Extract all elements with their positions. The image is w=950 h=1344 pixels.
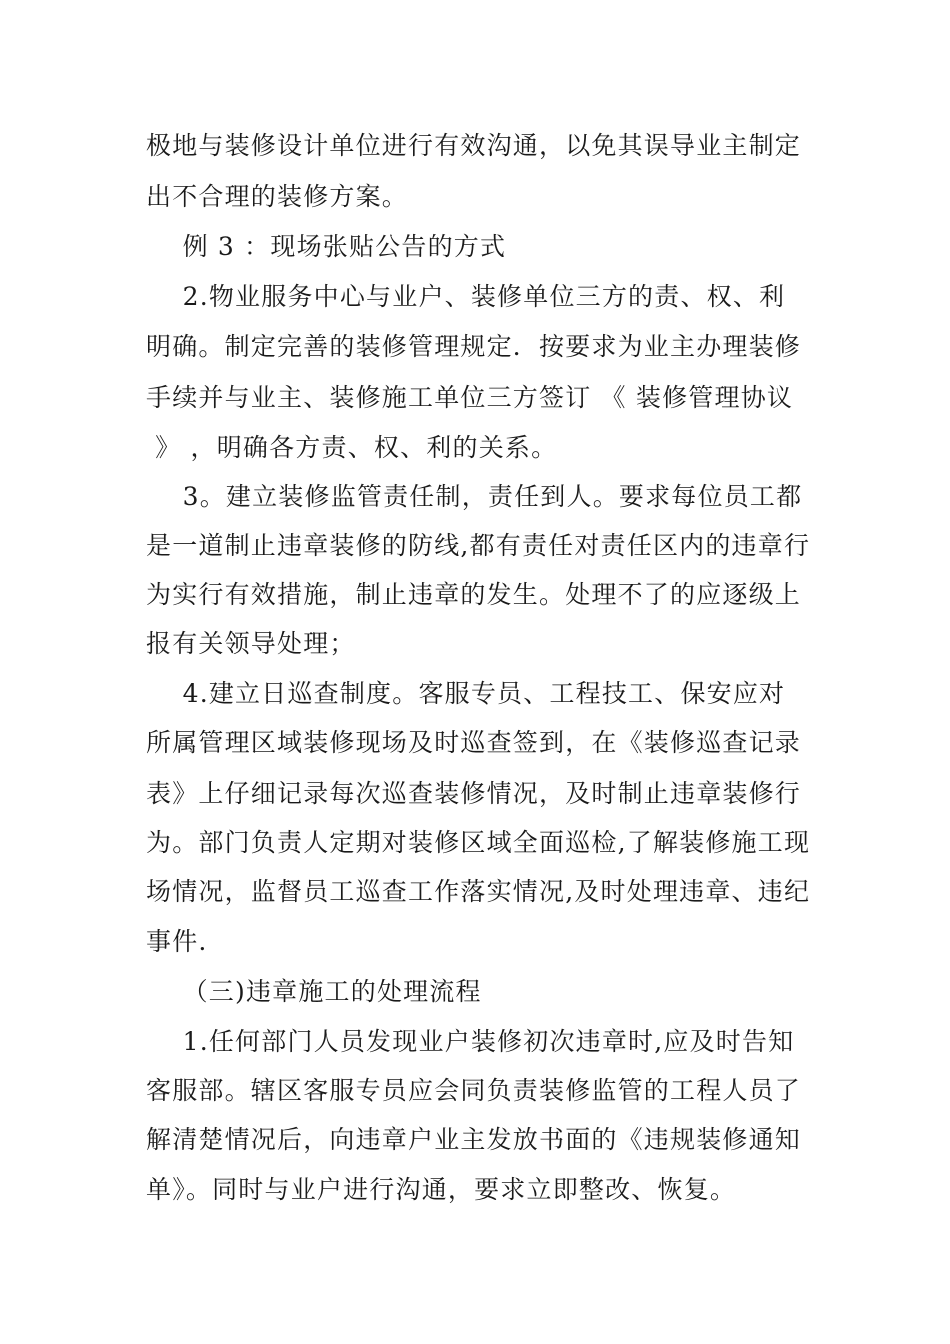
text-line: 客服部。辖区客服专员应会同负责装修监管的工程人员了 — [146, 1076, 802, 1105]
text-line: 4.建立日巡查制度。客服专员、工程技工、保安应对 — [146, 679, 786, 708]
text-line: 单》。同时与业户进行沟通，要求立即整改、恢复。 — [146, 1175, 737, 1204]
text-line: 所属管理区域装修现场及时巡查签到，在《装修巡查记录 — [146, 728, 802, 757]
section-heading: （三)违章施工的处理流程 — [146, 977, 482, 1006]
text-line: 事件. — [146, 927, 208, 956]
text-line: 报有关领导处理； — [146, 629, 356, 658]
text-line: 表》上仔细记录每次巡查装修情况，及时制止违章装修行 — [146, 779, 802, 808]
text-line: 是一道制止违章装修的防线,都有责任对责任区内的违章行 — [146, 531, 811, 560]
text-line: 明确。制定完善的装修管理规定．按要求为业主办理装修 — [146, 332, 802, 361]
text-line: 手续并与业主、装修施工单位三方签订 《 装修管理协议 — [146, 383, 794, 412]
text-line: 极地与装修设计单位进行有效沟通，以免其误导业主制定 — [146, 131, 802, 160]
text-line: 1.任何部门人员发现业户装修初次违章时,应及时告知 — [146, 1027, 795, 1056]
text-line: 出不合理的装修方案。 — [146, 182, 409, 211]
text-line: 3。建立装修监管责任制，责任到人。要求每位员工都 — [146, 482, 803, 511]
text-line: 解清楚情况后，向违章户业主发放书面的《违规装修通知 — [146, 1125, 802, 1154]
text-line: 为。部门负责人定期对装修区域全面巡检,了解装修施工现 — [146, 828, 811, 857]
text-line: 》 ，明确各方责、权、利的关系。 — [146, 433, 558, 462]
text-line: 2.物业服务中心与业户、装修单位三方的责、权、利 — [146, 282, 786, 311]
text-line: 为实行有效措施，制止违章的发生。处理不了的应逐级上 — [146, 580, 802, 609]
text-line: 例 3 ：现场张贴公告的方式 — [146, 232, 507, 261]
text-line: 场情况，监督员工巡查工作落实情况,及时处理违章、违纪 — [146, 877, 811, 906]
